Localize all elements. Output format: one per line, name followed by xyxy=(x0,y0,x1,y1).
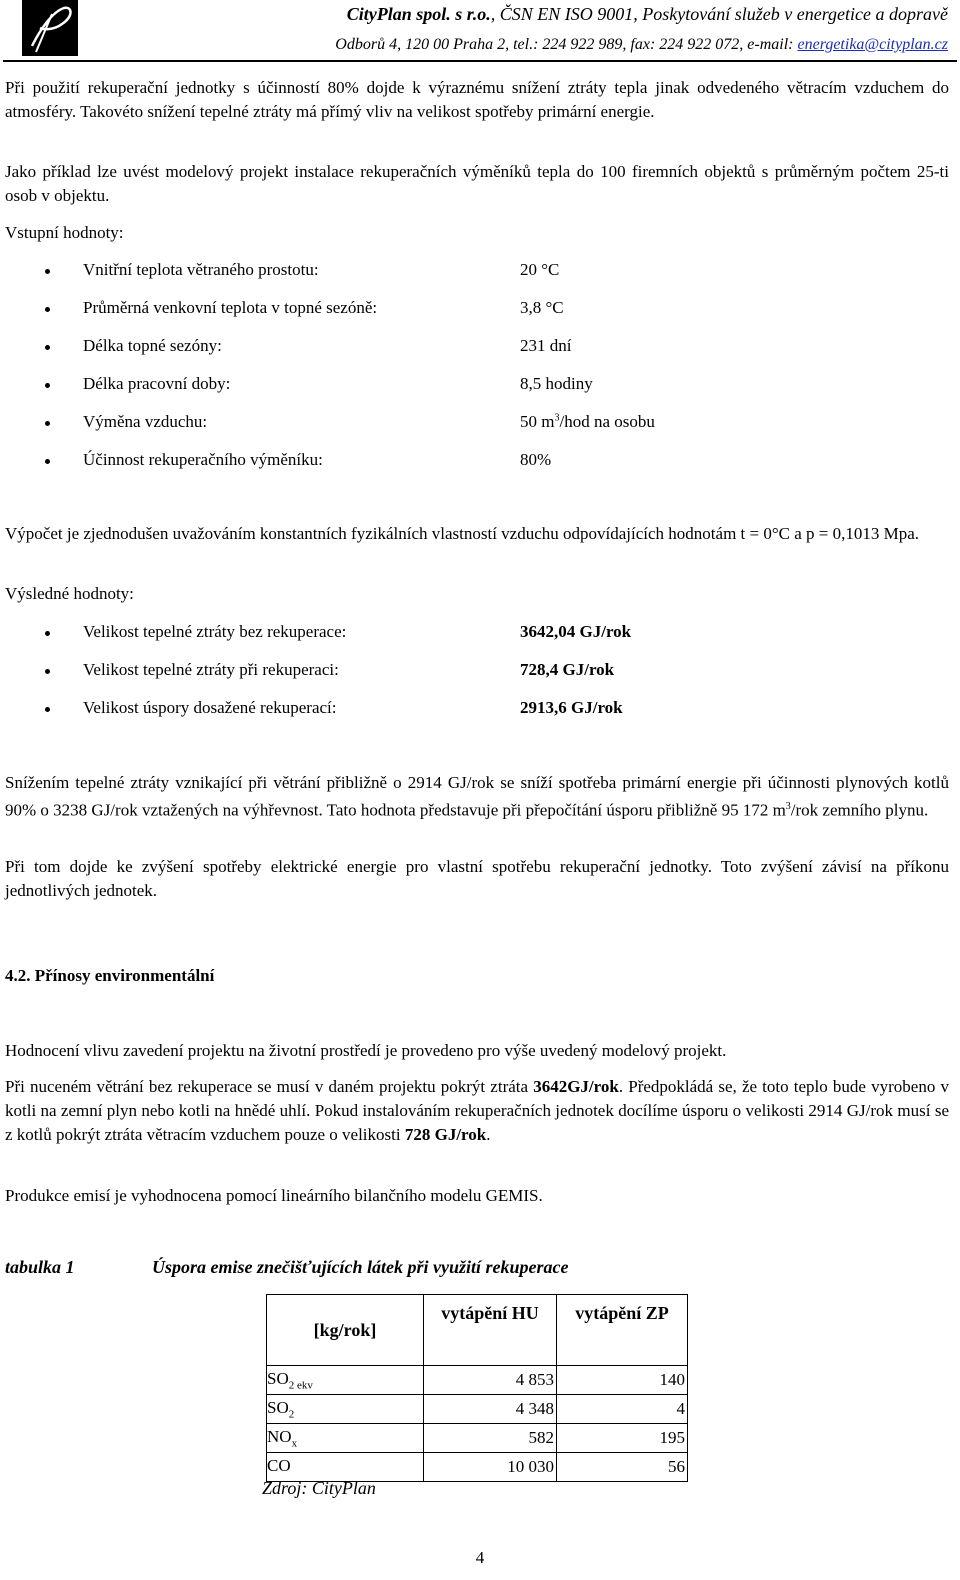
zp-value: 56 xyxy=(557,1453,688,1482)
pollutant-name: SO xyxy=(267,1368,289,1388)
input-value: 231 dní xyxy=(520,336,572,355)
column-header: vytápění ZP xyxy=(557,1295,688,1366)
table-source: Zdroj: CityPlan xyxy=(262,1478,376,1498)
paragraph-electricity: Při tom dojde ke zvýšení spotřeby elektrické energie pro vlastní spotřebu rekuperační jednotky. Toto zvýšení závisí na příkonu jednotlivých jednotek. xyxy=(5,857,949,900)
table-row xyxy=(267,1424,688,1453)
pollutant-cell xyxy=(267,1395,424,1424)
header-contact-line xyxy=(335,36,948,54)
input-key: Délka pracovní doby: xyxy=(83,374,231,393)
pollutant-subscript: x xyxy=(291,1437,298,1450)
pollutant-subscript: 2 xyxy=(288,1408,295,1421)
zp-value: 4 xyxy=(557,1395,688,1424)
paragraph-text: . xyxy=(486,1125,491,1144)
input-value-part: /hod na osobu xyxy=(559,412,655,431)
input-key: Výměna vzduchu: xyxy=(83,412,208,431)
result-value: 2913,6 GJ/rok xyxy=(520,698,623,717)
company-logo xyxy=(22,0,78,56)
table-row xyxy=(267,1395,688,1424)
pollutant-name: CO xyxy=(267,1455,291,1475)
bullet-icon xyxy=(45,269,50,274)
bullet-icon xyxy=(45,383,50,388)
hu-value: 10 030 xyxy=(424,1453,557,1482)
unit-exponent: 3 xyxy=(785,801,791,812)
bullet-icon xyxy=(45,669,50,674)
paragraph-assessment: Hodnocení vlivu zavedení projektu na životní prostředí je provedeno pro výše uvedený modelový projekt. xyxy=(5,1041,727,1060)
input-key: Účinnost rekuperačního výměníku: xyxy=(83,450,323,469)
highlight-value: 728 GJ/rok xyxy=(404,1125,487,1144)
input-value: 3,8 °C xyxy=(520,298,564,317)
bullet-icon xyxy=(45,345,50,350)
table-header-row xyxy=(267,1295,688,1366)
paragraph-text: . Předpokládá se, že toto teplo bude vyrobeno v kotli na zemní plyn nebo kotli na hnědé uhlí. Pokud instalováním rekuperačních jednotek docílíme úsporu o velikosti 2914 GJ/rok musí se z kotlů pokrýt ztráta větracím vzduchem pouze o velikosti xyxy=(5,1077,949,1144)
result-key: Velikost tepelné ztráty bez rekuperace: xyxy=(83,622,347,641)
hu-value: 582 xyxy=(424,1424,557,1453)
zp-value: 195 xyxy=(557,1424,688,1453)
paragraph-intro: Při použití rekuperační jednotky s účinností 80% dojde k výraznému snížení ztráty tepla jinak odvedeného větracím vzduchem do atmosféry. Takovéto snížení tepelné ztráty má přímý vliv na velikost spotřeby primární energie. xyxy=(5,78,949,121)
paragraph-calculation: Výpočet je zjednodušen uvažováním konstantních fyzikálních vlastností vzduchu odpovídajících hodnotám t = 0°C a p = 0,1013 Mpa. xyxy=(5,524,920,543)
pollutant-name: SO xyxy=(267,1397,289,1417)
section-title: Přínosy environmentální xyxy=(34,966,215,985)
bullet-icon xyxy=(45,421,50,426)
company-address: Odborů 4, 120 00 Praha 2, tel.: 224 922 989, fax: 224 922 072, e-mail: xyxy=(335,36,798,53)
result-key: Velikost tepelné ztráty při rekuperaci: xyxy=(83,660,339,679)
paragraph-text: Při nuceném větrání bez rekuperace se musí v daném projektu pokrýt ztráta xyxy=(5,1077,534,1096)
bullet-icon xyxy=(45,307,50,312)
paragraph-example: Jako příklad lze uvést modelový projekt instalace rekuperačních výměníků tepla do 100 firemních objektů s průměrným počtem 25-ti osob v objektu. xyxy=(5,162,949,205)
input-value-part: 50 m xyxy=(520,412,555,431)
section-number: 4.2. xyxy=(5,966,31,985)
input-value: 20 °C xyxy=(520,260,560,279)
paragraph-text: /rok zemního plynu. xyxy=(790,800,929,820)
paragraph-ventilation xyxy=(5,1075,949,1147)
table-row xyxy=(267,1366,688,1395)
pollutant-subscript: 2 ekv xyxy=(288,1379,313,1392)
column-header: [kg/rok] xyxy=(267,1295,424,1366)
result-value: 728,4 GJ/rok xyxy=(520,660,615,679)
bullet-icon xyxy=(45,459,50,464)
highlight-value: 3642GJ/rok xyxy=(533,1077,619,1096)
company-name: CityPlan spol. s r.o. xyxy=(346,4,491,24)
paragraph-savings xyxy=(5,771,949,823)
header-company-line xyxy=(347,4,948,25)
table-label: tabulka 1 xyxy=(5,1257,75,1277)
input-key: Průměrná venkovní teplota v topné sezóně: xyxy=(83,298,378,317)
input-value-exponent: 3 xyxy=(554,412,560,424)
paragraph-text: Snížením tepelné ztráty vznikající při větrání přibližně o 2914 GJ/rok se sníží spotřeba primární energie při účinnosti plynových kotlů 90% o 3238 GJ/rok vztažených na výhřevnost. Tato hodnota představuje při přepočítání úsporu přibližně 95 172 m xyxy=(5,773,949,820)
table-title: Úspora emise znečišťujících látek při využití rekuperace xyxy=(152,1257,569,1277)
input-value xyxy=(520,412,655,432)
page-number: 4 xyxy=(475,1548,485,1567)
paragraph-gemis: Produkce emisí je vyhodnocena pomocí lineárního bilančního modelu GEMIS. xyxy=(5,1186,543,1205)
section-heading xyxy=(5,966,214,986)
email-link[interactable]: energetika@cityplan.cz xyxy=(797,36,948,53)
input-key: Délka topné sezóny: xyxy=(83,336,222,355)
input-key: Vnitřní teplota větraného prostotu: xyxy=(83,260,319,279)
emissions-table xyxy=(266,1294,688,1482)
pollutant-name: NO xyxy=(267,1426,292,1446)
pollutant-cell xyxy=(267,1366,424,1395)
header-divider xyxy=(3,60,957,62)
inputs-label: Vstupní hodnoty: xyxy=(5,223,124,242)
result-value: 3642,04 GJ/rok xyxy=(520,622,632,641)
results-label: Výsledné hodnoty: xyxy=(5,584,134,603)
input-value: 80% xyxy=(520,450,552,469)
bullet-icon xyxy=(45,631,50,636)
company-tagline: , ČSN EN ISO 9001, Poskytování služeb v energetice a dopravě xyxy=(490,4,948,24)
input-value: 8,5 hodiny xyxy=(520,374,593,393)
hu-value: 4 853 xyxy=(424,1366,557,1395)
result-key: Velikost úspory dosažené rekuperací: xyxy=(83,698,337,717)
pollutant-cell xyxy=(267,1424,424,1453)
bullet-icon xyxy=(45,707,50,712)
hu-value: 4 348 xyxy=(424,1395,557,1424)
column-header: vytápění HU xyxy=(424,1295,557,1366)
zp-value: 140 xyxy=(557,1366,688,1395)
